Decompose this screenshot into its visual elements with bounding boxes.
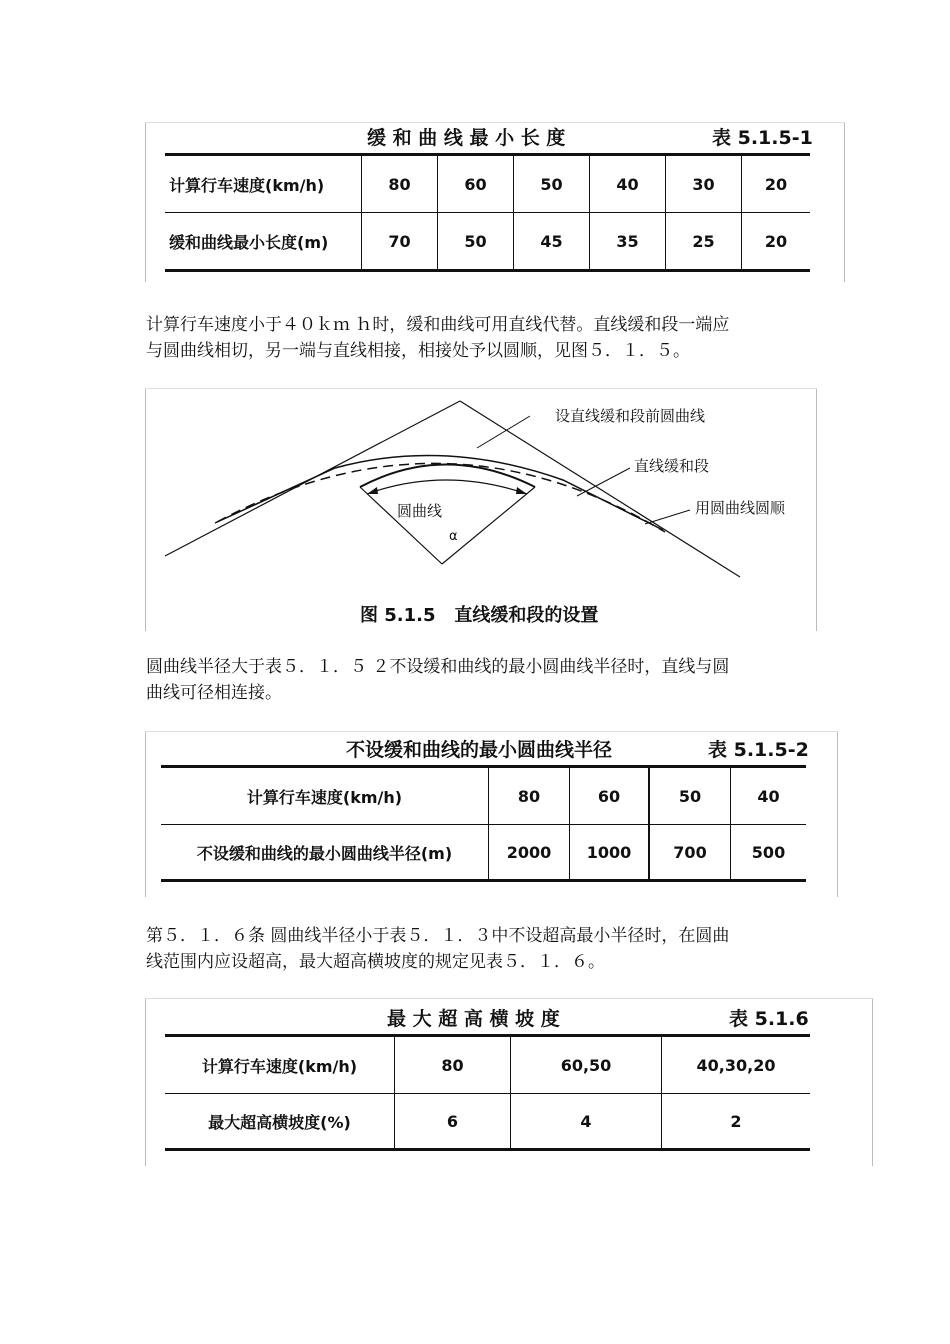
table-cell: 20 (742, 213, 811, 271)
table-cell: 4 (511, 1094, 662, 1150)
leader-original-curve (477, 416, 530, 448)
table-cell: 70 (362, 213, 438, 271)
min-transition-length-table (165, 153, 810, 272)
paragraph-line: 第５．１．６条 圆曲线半径小于表５．１．３中不设超高最小半径时，在圆曲 (146, 926, 730, 946)
label-original-curve: 设直线缓和段前圆曲线 (555, 407, 706, 425)
table-5-1-5-1-figure (145, 122, 845, 282)
table-title: 不设缓和曲线的最小圆曲线半径 (346, 739, 613, 761)
row-label: 计算行车速度(km/h) (165, 1036, 395, 1094)
table-cell: 50 (438, 213, 514, 271)
tangent-line-right (460, 401, 740, 577)
label-transition: 直线缓和段 (634, 457, 710, 475)
radius-left (360, 487, 442, 564)
circular-curve (360, 465, 535, 488)
arrowhead-left (367, 487, 378, 494)
table-number: 表 5.1.6 (729, 1008, 809, 1030)
table-cell: 50 (649, 767, 731, 825)
arrowhead-right (516, 487, 527, 494)
table-5-1-6-figure (145, 998, 873, 1166)
max-superelevation-table (165, 1034, 810, 1151)
table-cell: 80 (362, 155, 438, 213)
paragraph-line: 线范围内应设超高，最大超高横坡度的规定见表５．１．６。 (146, 952, 605, 972)
row-label: 计算行车速度(km/h) (165, 155, 362, 213)
table-cell: 2000 (489, 825, 570, 881)
paragraph-line: 与圆曲线相切，另一端与直线相接，相接处予以圆顺，见图５．１．５。 (146, 341, 690, 361)
figure-caption: 图 5.1.5 直线缓和段的设置 (360, 605, 599, 626)
table-row (165, 1094, 810, 1150)
table-row (165, 1036, 810, 1094)
table-cell: 30 (666, 155, 742, 213)
paragraph-line: 圆曲线半径大于表５．１．５ ２不设缓和曲线的最小圆曲线半径时，直线与圆 (146, 657, 730, 677)
table-cell: 6 (395, 1094, 511, 1150)
table-5-1-5-2-figure (145, 731, 838, 897)
row-label: 缓和曲线最小长度(m) (165, 213, 362, 271)
row-label: 最大超高横坡度(%) (165, 1094, 395, 1150)
paragraph-line: 计算行车速度小于４０ｋｍ ｈ时，缓和曲线可用直线代替。直线缓和段一端应 (146, 315, 730, 335)
paragraph-line: 曲线可径相连接。 (146, 683, 282, 703)
table-cell: 60 (570, 767, 650, 825)
table-cell: 60,50 (511, 1036, 662, 1094)
table-cell: 40 (590, 155, 666, 213)
row-label: 不设缓和曲线的最小圆曲线半径(m) (161, 825, 489, 881)
table-number: 表 5.1.5-2 (708, 739, 809, 761)
row-label: 计算行车速度(km/h) (161, 767, 489, 825)
label-rounding: 用圆曲线圆顺 (695, 499, 786, 517)
label-circular: 圆曲线 (397, 502, 443, 520)
table-row (165, 155, 810, 213)
transition-diagram (145, 388, 817, 631)
paragraph-transition-substitution (146, 312, 816, 364)
leader-rounding (645, 510, 690, 524)
label-alpha: α (449, 529, 458, 544)
table-row (161, 825, 806, 881)
table-title: 缓 和 曲 线 最 小 长 度 (367, 127, 566, 149)
table-cell: 80 (489, 767, 570, 825)
table-row (165, 213, 810, 271)
table-cell: 40,30,20 (662, 1036, 811, 1094)
table-cell: 45 (514, 213, 590, 271)
table-cell: 50 (514, 155, 590, 213)
table-number: 表 5.1.5-1 (712, 127, 813, 149)
figure-5-1-5 (145, 388, 817, 631)
min-radius-table (161, 765, 806, 882)
table-cell: 500 (731, 825, 807, 881)
table-cell: 35 (590, 213, 666, 271)
table-cell: 2 (662, 1094, 811, 1150)
table-cell: 1000 (570, 825, 650, 881)
table-cell: 80 (395, 1036, 511, 1094)
paragraph-direct-connection (146, 654, 816, 706)
table-cell: 25 (666, 213, 742, 271)
table-title: 最 大 超 高 横 坡 度 (387, 1008, 560, 1030)
table-cell: 700 (649, 825, 731, 881)
table-cell: 40 (731, 767, 807, 825)
table-row (161, 767, 806, 825)
angle-arc (367, 480, 527, 494)
table-cell: 20 (742, 155, 811, 213)
paragraph-article-5-1-6 (146, 923, 816, 975)
table-cell: 60 (438, 155, 514, 213)
radius-right (442, 487, 535, 564)
